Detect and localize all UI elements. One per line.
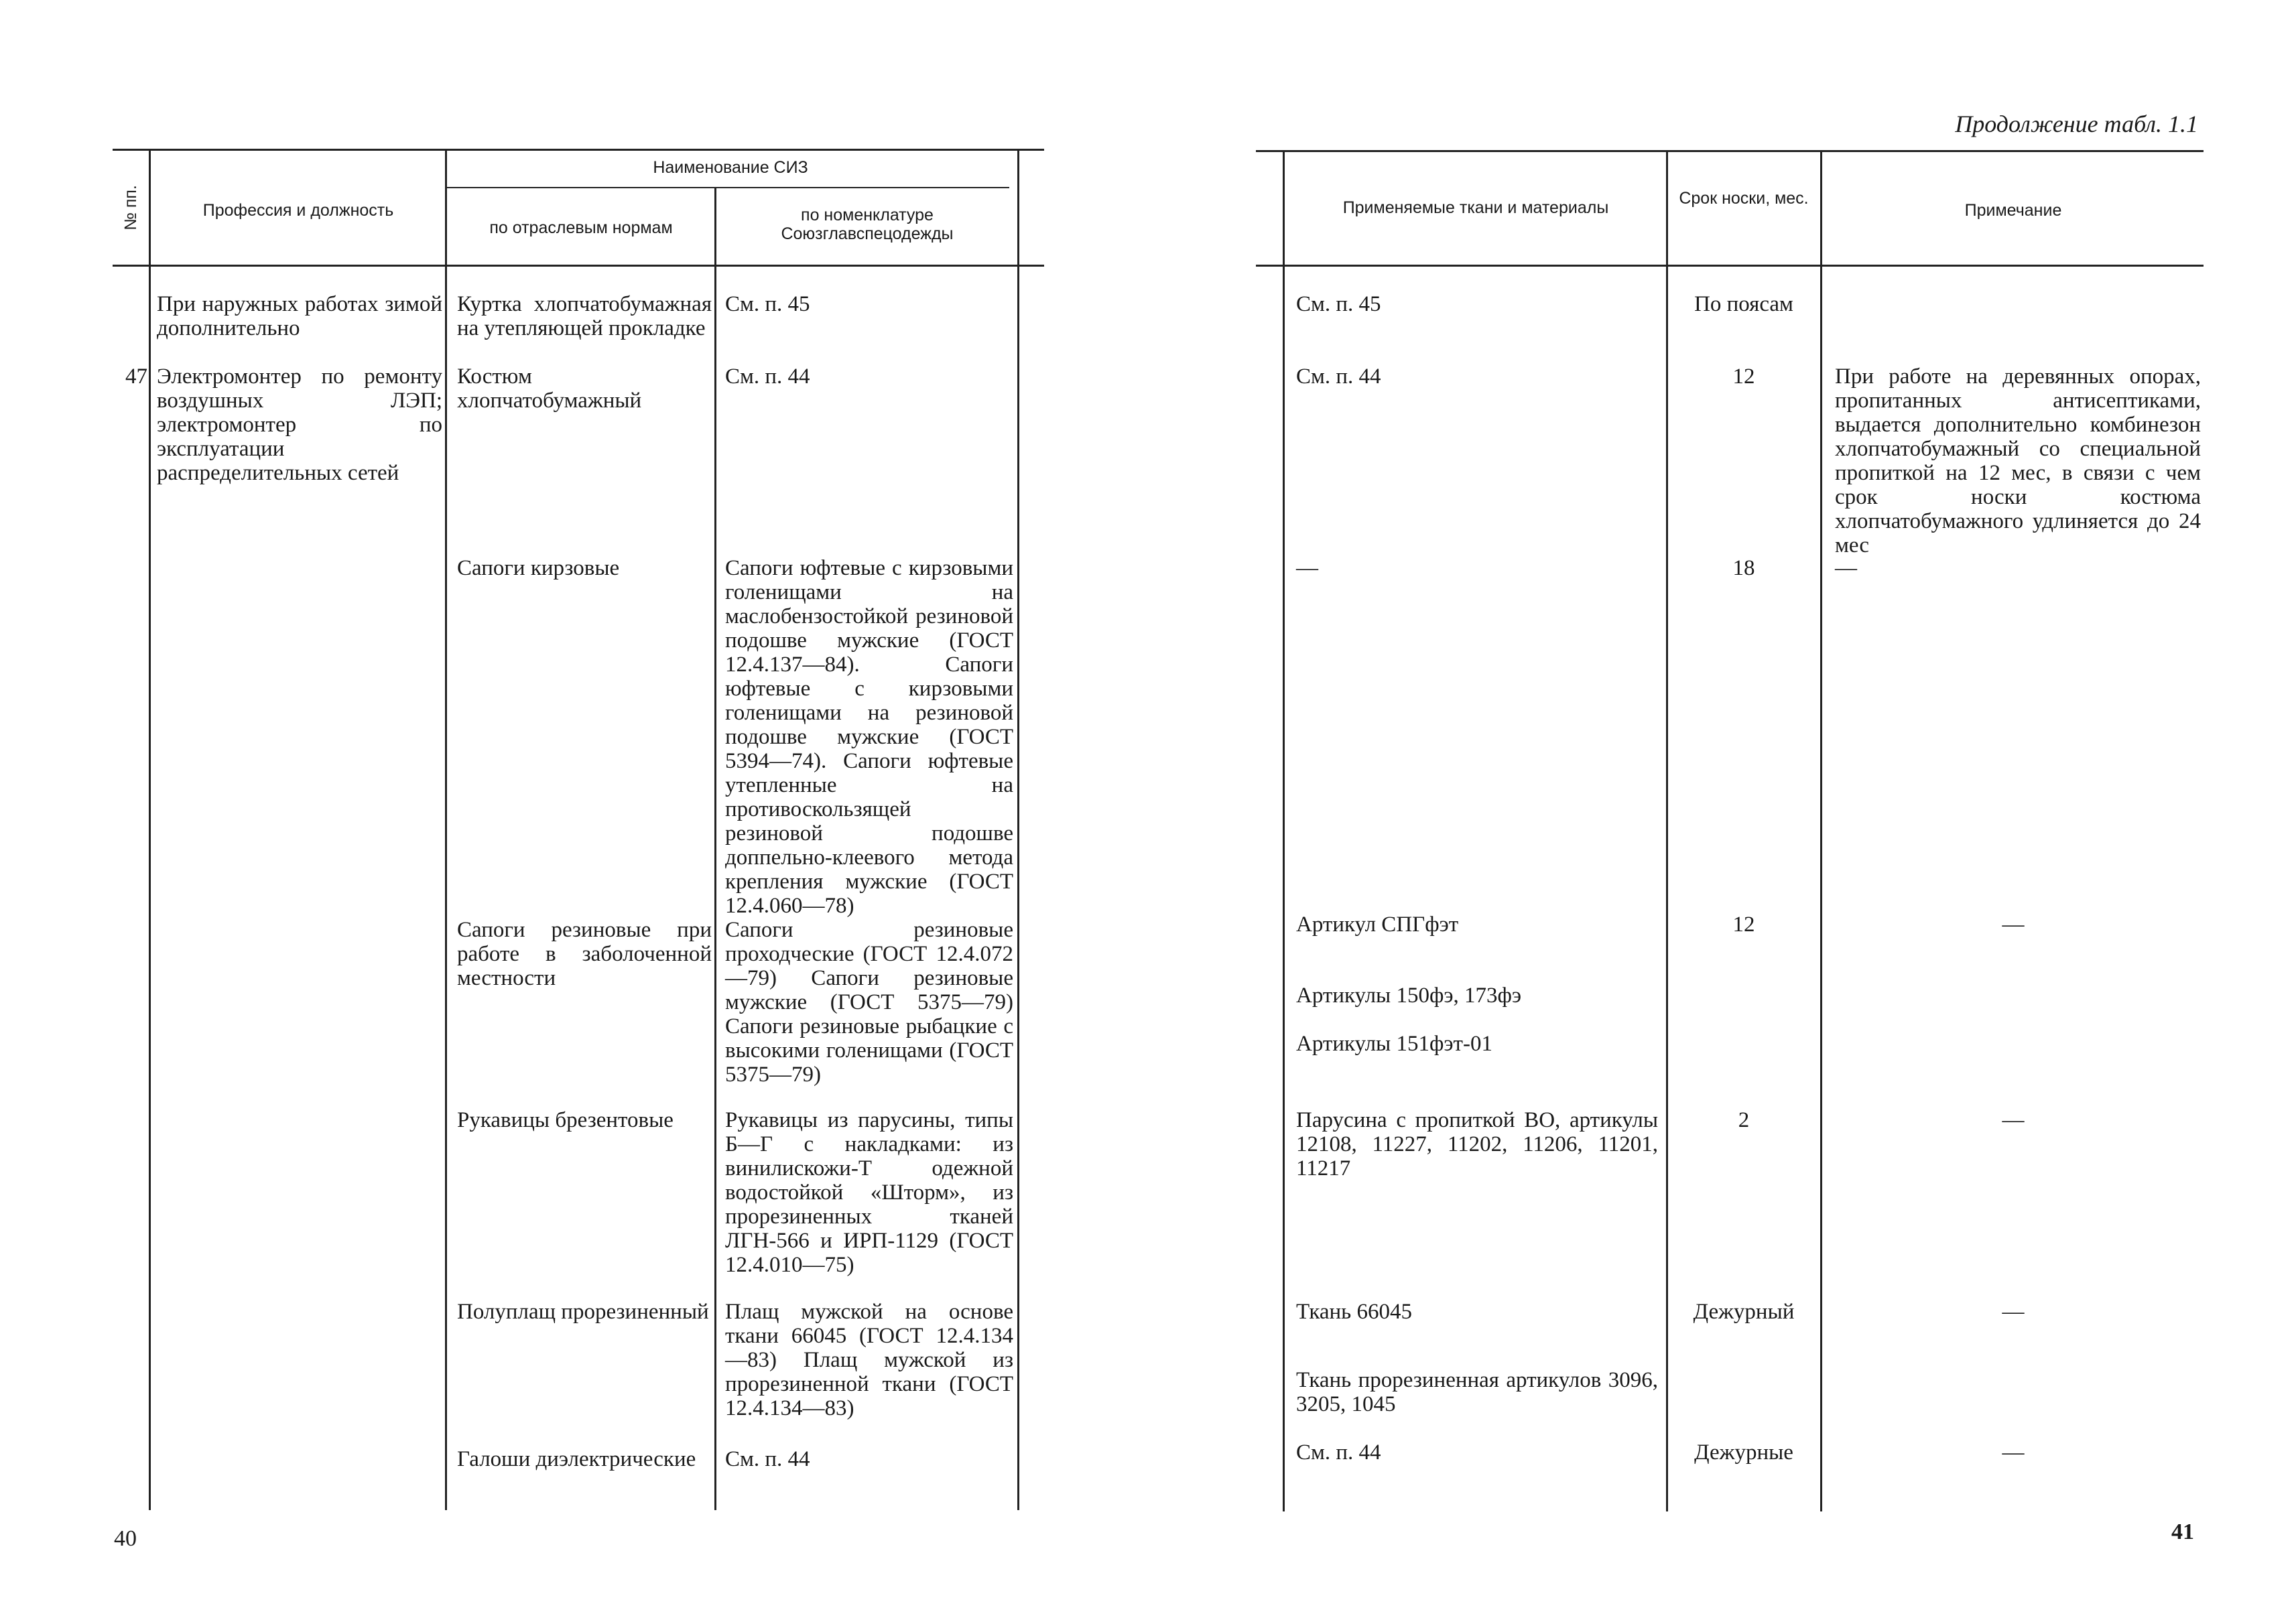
r9-materials: Ткань прорезиненная артикулов 3096, 3205, 1045 <box>1296 1368 1658 1416</box>
r10-term: Дежурные <box>1694 1440 1793 1465</box>
r10-materials: См. п. 44 <box>1296 1440 1381 1465</box>
header-col-note: Примечание <box>1964 201 2062 220</box>
row1-nomenclature: См. п. 45 <box>725 292 810 316</box>
right-page-number: 41 <box>2171 1519 2194 1544</box>
r7-materials: Парусина с пропиткой ВО, артикулы 12108, 11227, 11202, 11206, 11201, 11217 <box>1296 1108 1658 1180</box>
right-col-divider-3 <box>1820 151 1822 1511</box>
header-col-profession: Профессия и должность <box>202 201 394 220</box>
row-boots-nomenclature: Сапоги юфтевые с кирзовыми голенищами на маслобензостойкой резиновой подошве мужские (ГОСТ 12.4.137—84). Сапоги юфтевые с кирзовыми голенищами на резиновой подошве мужские (ГОСТ 5394—74). Сапоги юфтевые утепленные на противоскользящей резиновой подошве доппельно-клеевого метода крепления мужские (ГОСТ 12.4.060—78) <box>725 556 1013 918</box>
row47-nomenclature: См. п. 44 <box>725 364 810 389</box>
row47-profession: Электромонтер по ремонту воздушных ЛЭП; электромонтер по эксплуатации распределительных сетей <box>157 364 442 485</box>
header-col-materials: Применяемые ткани и материалы <box>1342 198 1609 217</box>
r8-term: Дежурный <box>1693 1300 1795 1324</box>
header-col-num: № пп. <box>121 185 140 230</box>
right-header-bottom-rule <box>1256 265 2204 267</box>
row47-number: 47 <box>125 364 147 389</box>
r3-term: 18 <box>1732 556 1755 580</box>
r2-materials: См. п. 44 <box>1296 364 1381 389</box>
r2-term: 12 <box>1732 364 1755 389</box>
left-col-divider-4 <box>1017 150 1019 1510</box>
row-mittens-nomenclature: Рукавицы из парусины, типы Б—Г с накладками: из винилискожи-Т одежной водостойкой «Шторм», из прорезиненных тканей ЛГН-566 и ИРП-1129 (ГОСТ 12.4.010—75) <box>725 1108 1013 1277</box>
header-col-term: Срок носки, мес. <box>1679 189 1809 208</box>
right-col-divider-2 <box>1666 151 1668 1511</box>
row47-industry: Костюм хлопчатобумажный <box>457 364 642 413</box>
row1-profession: При наружных работах зимой дополнительно <box>157 292 442 340</box>
table-continuation-caption: Продолжение табл. 1.1 <box>1955 111 2198 137</box>
header-col-industry: по отраслевым нормам <box>489 218 673 237</box>
left-header-bottom-rule <box>113 265 1044 267</box>
r8-materials: Ткань 66045 <box>1296 1300 1412 1324</box>
left-table-top-rule <box>113 149 1044 151</box>
r4-materials: Артикул СПГфэт <box>1296 913 1459 937</box>
r7-term: 2 <box>1738 1108 1750 1132</box>
header-col-siz-group: Наименование СИЗ <box>653 158 808 177</box>
left-col-divider-3 <box>714 188 716 1510</box>
left-subheader-rule <box>446 187 1009 188</box>
left-page-number: 40 <box>114 1526 137 1551</box>
right-table-top-rule <box>1256 150 2204 152</box>
r7-note: — <box>2002 1108 2025 1132</box>
row-boots-industry: Сапоги кирзовые <box>457 556 620 580</box>
r5-materials: Артикулы 150фэ, 173фэ <box>1296 984 1522 1008</box>
header-col-nomenclature: по номенклатуре Союзглавспецодежды <box>781 206 954 243</box>
r3-materials: — <box>1296 556 1318 580</box>
r6-materials: Артикулы 151фэт-01 <box>1296 1032 1492 1056</box>
row-mittens-industry: Рукавицы брезентовые <box>457 1108 674 1132</box>
row-rubber-boots-nomenclature: Сапоги резиновые проходческие (ГОСТ 12.4.072—79) Сапоги резиновые мужские (ГОСТ 5375—79) Сапоги резиновые рыбацкие с высокими голенищами (ГОСТ 5375—79) <box>725 918 1013 1087</box>
r1-term: По поясам <box>1694 292 1793 316</box>
row1-industry: Куртка хлопчатобумажная на утепляющей прокладке <box>457 292 712 340</box>
row-raincoat-industry: Полуплащ прорезиненный <box>457 1300 709 1324</box>
r2-note: При работе на деревянных опорах, пропитанных антисептиками, выдается дополнительно комбинезон хлопчатобумажный со специальной пропиткой на 12 мес, в связи с чем срок носки костюма хлопчатобумажного удлиняется до 24 мес <box>1835 364 2201 557</box>
r3-note: — <box>1835 556 1857 580</box>
row-rubber-boots-industry: Сапоги резиновые при работе в заболоченной местности <box>457 918 712 990</box>
r8-note: — <box>2002 1300 2025 1324</box>
r4-note: — <box>2002 913 2025 937</box>
r1-materials: См. п. 45 <box>1296 292 1381 316</box>
r4-term: 12 <box>1732 913 1755 937</box>
left-col-divider-2 <box>445 150 447 1510</box>
left-col-divider-1 <box>149 150 151 1510</box>
r10-note: — <box>2002 1440 2025 1465</box>
row-galoshes-nomenclature: См. п. 44 <box>725 1447 810 1471</box>
right-col-divider-1 <box>1283 151 1285 1511</box>
row-galoshes-industry: Галоши диэлектрические <box>457 1447 696 1471</box>
row-raincoat-nomenclature: Плащ мужской на основе ткани 66045 (ГОСТ 12.4.134—83) Плащ мужской из прорезиненной ткани (ГОСТ 12.4.134—83) <box>725 1300 1013 1420</box>
